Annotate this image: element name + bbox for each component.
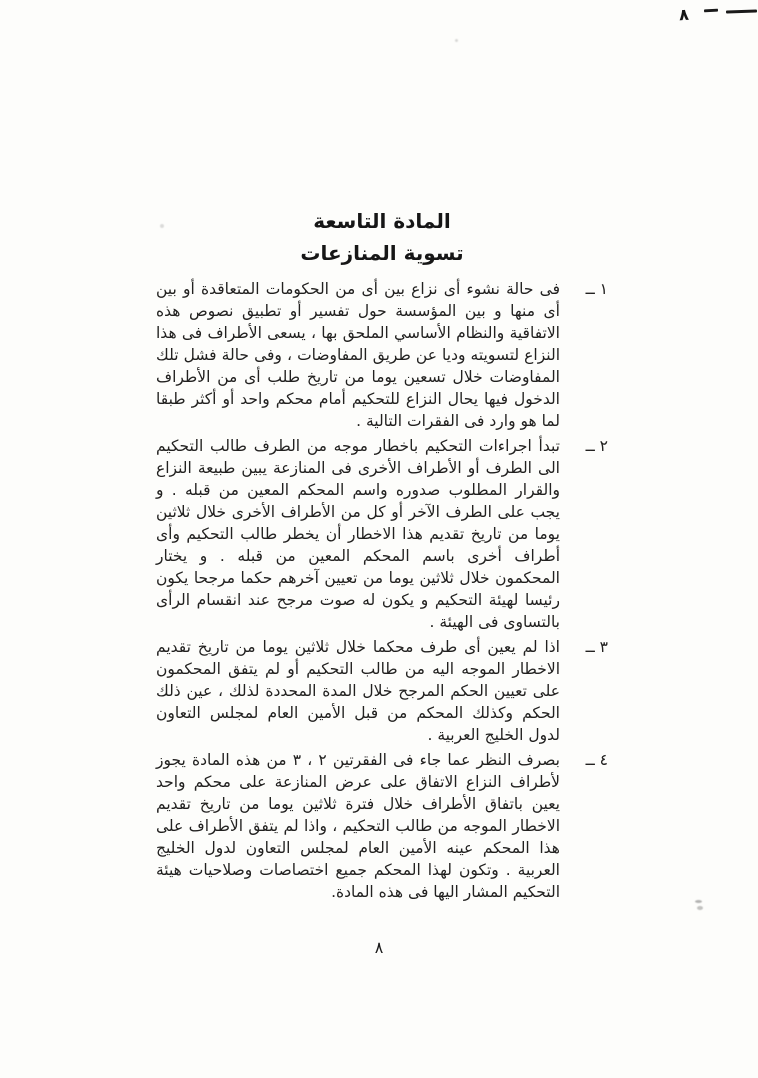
clause-1-text: فى حالة نشوء أى نزاع بين أى من الحكومات المتعاقدة أو بين أى منها و بين المؤسسة حول تفسير أو تطبيق نصوص هذه الاتفاقية والنظام الأساسي الملحق بها ، يسعى الأطراف فى هذا النزاع لتسويته وديا عن طريق المفاوضات ، وفى حالة فشل تلك المفاوضات خلال تسعين يوما من تاريخ طلب أى من الأطراف الدخول فيها يحال النزاع للتحكيم أمام محكم واحد أو أكثر طبقا لما هو وارد فى الفقرات التالية . [156, 280, 560, 430]
article-title: المادة التاسعة [313, 209, 451, 233]
scan-speck [160, 224, 164, 228]
clause-1-number: ١ ــ [585, 280, 608, 298]
clause-1 [156, 278, 608, 432]
pen-dash-long [726, 9, 757, 13]
clause-2 [156, 435, 608, 633]
section-title: تسوية المنازعات [300, 241, 464, 265]
clause-3-text: اذا لم يعين أى طرف محكما خلال ثلاثين يوما من تاريخ تقديم الاخطار الموجه اليه من طالب التحكيم أو لم يتفق المحكمون على تعيين الحكم المرجح خلال المدة المحددة لذلك ، عين ذلك الحكم وكذلك المحكم من قبل الأمين العام لمجلس التعاون لدول الخليج العربية . [156, 638, 560, 744]
article-text-block [156, 206, 608, 906]
clause-4-number: ٤ ــ [585, 751, 608, 769]
clause-2-number: ٢ ــ [585, 437, 608, 455]
clause-3-number: ٣ ــ [585, 638, 608, 656]
scan-speck [697, 906, 703, 910]
scan-speck [695, 900, 702, 903]
scan-speck [455, 39, 458, 42]
clause-2-text: تبدأ اجراءات التحكيم باخطار موجه من الطرف طالب التحكيم الى الطرف أو الأطراف الأخرى فى المنازعة يبين طبيعة النزاع والقرار المطلوب صدوره واسم المحكم المعين من قبله . و يجب على الطرف الآخر أو كل من الأطراف الأخرى خلال ثلاثين يوما من تاريخ تقديم هذا الاخطار أن يخطر طالب التحكيم وأى أطراف أخرى باسم المحكم المعين من قبله . و يختار المحكمون خلال ثلاثين يوما من تعيين آخرهم حكما مرجحا يكون رئيسا لهيئة التحكيم و يكون له صوت مرجح عند انقسام الرأى بالتساوى فى الهيئة . [156, 437, 560, 631]
clause-3 [156, 636, 608, 746]
page-number: ٨ [374, 938, 384, 957]
handwritten-page-mark: ٨ [678, 4, 690, 25]
clause-4 [156, 749, 608, 903]
clause-4-text: بصرف النظر عما جاء فى الفقرتين ٢ ، ٣ من هذه المادة يجوز لأطراف النزاع الاتفاق على عرض المنازعة على محكم واحد يعين باتفاق الأطراف خلال فترة ثلاثين يوما من تاريخ تقديم الاخطار الموجه من طالب التحكيم ، واذا لم يتفق الأطراف على هذا المحكم عينه الأمين العام لمجلس التعاون لدول الخليج العربية . وتكون لهذا المحكم جميع اختصاصات وصلاحيات هيئة التحكيم المشار اليها فى هذه المادة. [156, 751, 560, 901]
pen-dash-short [704, 9, 718, 12]
